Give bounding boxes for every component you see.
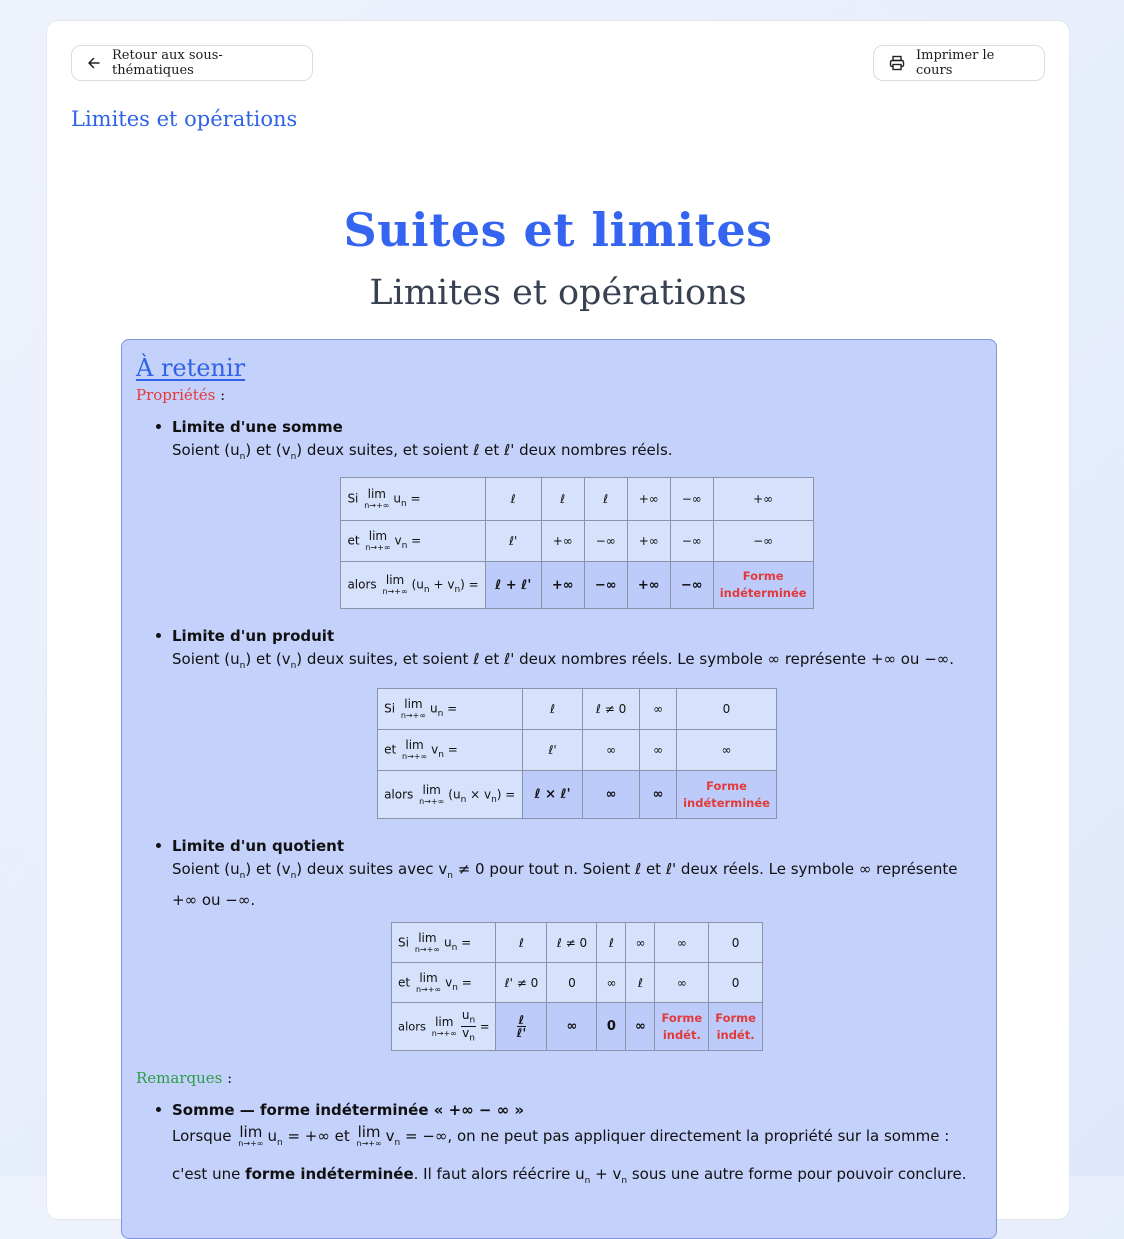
table-result-cell: 0 [597,1003,626,1051]
table-cell: ℓ [541,478,584,521]
table-cell: 0 [677,689,777,730]
arrow-left-icon [86,55,102,71]
table-result-cell: ∞ [547,1003,597,1051]
course-card [46,20,1070,1220]
table-cell: −∞ [670,478,713,521]
proprietes-label: Propriétés : [136,386,226,404]
table-result-cell: −∞ [670,562,713,609]
remarques-list [136,1099,982,1197]
table-cell: ℓ [597,923,626,963]
table-row-label: Si lim n→+∞ $u_n$ = [378,689,523,730]
table-cell: +∞ [541,521,584,562]
table-result-cell: +∞ [541,562,584,609]
list-item-quotient [136,835,982,1051]
table-row-label: Si lim n→+∞ $u_n$ = [341,478,485,521]
produit-title: Limite d'un produit [172,627,335,645]
table-row-label: et lim n→+∞ $v_n$ = [378,730,523,771]
table-cell: 0 [709,923,763,963]
table-cell: ∞ [655,963,709,1003]
table-result-cell: +∞ [627,562,670,609]
table-cell: ∞ [655,923,709,963]
produit-text: Soient $(u_n)$ et $(v_n)$ deux suites, et soient ℓ et ℓ' deux nombres réels. Le symbole ∞ représente +∞ ou −∞. [172,650,955,671]
quotient-table [391,922,763,1051]
table-cell: −∞ [584,521,627,562]
quotient-text: Soient $(u_n)$ et $(v_n)$ deux suites avec $v_n \ne 0$ pour tout n. Soient ℓ et ℓ' deux réels. Le symbole ∞ représente +∞ ou −∞. [172,860,958,909]
table-cell: ℓ [485,478,541,521]
table-result-cell: ℓ × ℓ' [523,771,583,819]
back-button[interactable] [71,45,313,81]
table-cell: −∞ [713,521,813,562]
list-item-somme [136,416,982,609]
back-button-label: Retour aux sous-thématiques [112,48,223,78]
table-row-label: alors lim n→+∞ $(u_n \times v_n)$ = [378,771,523,819]
table-cell: 0 [547,963,597,1003]
table-cell: ℓ [523,689,583,730]
table-row-label: Si lim n→+∞ $u_n$ = [392,923,496,963]
indeterminate-cell: Forme indét. [655,1003,709,1051]
table-result-cell: $\frac{\text{ℓ}}{\text{ℓ'}}$ [496,1003,547,1051]
table-result-cell: −∞ [584,562,627,609]
chapter-title: Suites et limites [343,203,773,257]
indeterminate-cell: Forme indéterminée [713,562,813,609]
table-cell: ℓ [626,963,655,1003]
list-item-produit [136,625,982,819]
table-row-label: alors lim n→+∞ $(u_n + v_n)$ = [341,562,485,609]
remarque-title: Somme — forme indéterminée « +∞ − ∞ » [172,1101,525,1119]
table-row-label: et lim n→+∞ $v_n$ = [392,963,496,1003]
retenir-heading: À retenir [136,354,246,382]
table-cell: ∞ [677,730,777,771]
table-row-label: et lim n→+∞ $v_n$ = [341,521,485,562]
table-cell: ∞ [626,923,655,963]
table-result-cell: ∞ [640,771,677,819]
table-cell: +∞ [627,478,670,521]
table-cell: ℓ' [485,521,541,562]
table-cell: ∞ [597,963,626,1003]
table-result-cell: ∞ [583,771,640,819]
print-button[interactable] [873,45,1045,81]
table-cell: ∞ [640,730,677,771]
table-result-cell: ℓ + ℓ' [485,562,541,609]
printer-icon [888,54,906,72]
produit-table [377,688,777,819]
remarques-label: Remarques : [136,1069,233,1087]
somme-table [340,477,813,609]
list-item-remarque-somme [136,1099,982,1197]
proprietes-list [136,416,982,1051]
table-row-label: alors lim n→+∞ $\frac{u_n}{v_n}$ = [392,1003,496,1051]
retenir-box [121,339,997,1239]
table-result-cell: ∞ [626,1003,655,1051]
chapter-subtitle: Limites et opérations [369,273,747,313]
table-cell: ℓ [496,923,547,963]
table-cell: ℓ' [523,730,583,771]
table-cell: ℓ ≠ 0 [547,923,597,963]
table-cell: ℓ' ≠ 0 [496,963,547,1003]
subtheme-title: Limites et opérations [71,107,298,131]
indeterminate-cell: Forme indét. [709,1003,763,1051]
print-button-label: Imprimer le cours [916,48,995,78]
table-cell: ℓ ≠ 0 [583,689,640,730]
indeterminate-cell: Forme indéterminée [677,771,777,819]
table-cell: +∞ [713,478,813,521]
table-cell: ∞ [640,689,677,730]
quotient-title: Limite d'un quotient [172,837,345,855]
somme-title: Limite d'une somme [172,418,343,436]
table-cell: −∞ [670,521,713,562]
table-cell: 0 [709,963,763,1003]
somme-text: Soient $(u_n)$ et $(v_n)$ deux suites, et soient ℓ et ℓ' deux nombres réels. [172,441,673,462]
table-cell: ℓ [584,478,627,521]
table-cell: ∞ [583,730,640,771]
remarque-text: Lorsque lim n→+∞ $u_n$ = +∞ et lim n→+∞ $v_n$ = −∞, on ne peut pas appliquer directement la propriété sur la somme : c'est une forme indéterminée. Il faut alors réécrire $u_n + v_n$ sous une autre forme pour pouvoir conclure. [172,1122,967,1186]
table-cell: +∞ [627,521,670,562]
